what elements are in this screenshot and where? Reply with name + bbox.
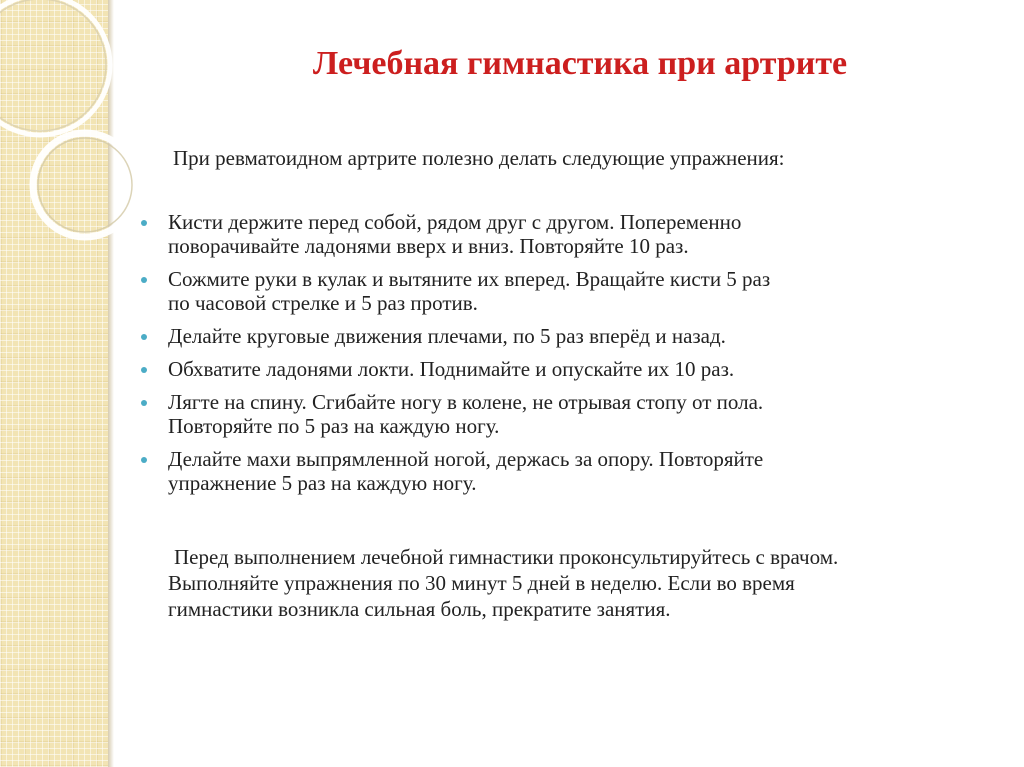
intro-text: При ревматоидном артрите полезно делать следующие упражнения: [173,146,785,170]
bullet-icon [141,457,147,463]
list-item [138,390,918,438]
list-item-line: Повторяйте по 5 раз на каждую ногу. [168,414,500,438]
bullet-icon [141,400,147,406]
list-item [138,357,918,381]
list-item-line: Кисти держите перед собой, рядом друг с другом. Попеременно [168,210,742,234]
list-item-line: поворачивайте ладонями вверх и вниз. Повторяйте 10 раз. [168,234,689,258]
bullet-icon [141,334,147,340]
list-item [138,210,918,258]
list-item-line: упражнение 5 раз на каждую ногу. [168,471,477,495]
list-item-line: Лягте на спину. Сгибайте ногу в колене, не отрывая стопу от пола. [168,390,764,414]
list-item [138,447,918,495]
list-item [138,324,918,348]
page-title: Лечебная гимнастика при артрите [312,45,848,82]
exercise-list [138,210,918,504]
list-item-line: Сожмите руки в кулак и вытяните их вперед. Вращайте кисти 5 раз [168,267,771,291]
footer-line: Перед выполнением лечебной гимнастики проконсультируйтесь с врачом. [174,545,839,569]
decorative-rings-icon [0,0,140,260]
bullet-icon [141,220,147,226]
list-item-line: Делайте махи выпрямленной ногой, держась за опору. Повторяйте [168,447,764,471]
footer-note [168,544,988,622]
list-item-line: Делайте круговые движения плечами, по 5 раз вперёд и назад. [168,324,726,348]
footer-line: гимнастики возникла сильная боль, прекратите занятия. [168,597,671,621]
bullet-icon [141,277,147,283]
list-item-line: по часовой стрелке и 5 раз против. [168,291,478,315]
list-item [138,267,918,315]
footer-line: Выполняйте упражнения по 30 минут 5 дней в неделю. Если во время [168,571,795,595]
bullet-icon [141,367,147,373]
list-item-line: Обхватите ладонями локти. Поднимайте и опускайте их 10 раз. [168,357,735,381]
